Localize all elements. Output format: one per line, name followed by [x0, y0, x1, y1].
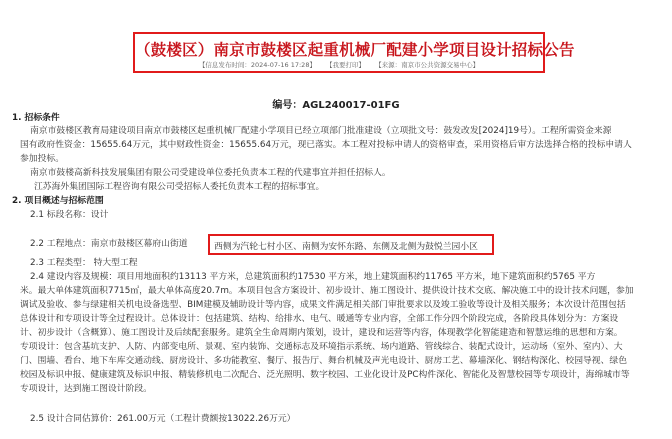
- s1-paragraph-line: 南京市鼓楼区教育局建设项目南京市鼓楼区起重机械厂配建小学项目已经立项部门批准建设（立项批文号：鼓发改发[2024]19号）。工程所需资金来源: [30, 126, 612, 136]
- s2-4-line: 计、初步设计（含概算）、施工图设计及后续配套服务。建筑全生命周期内策划，设计，建设和运营等内容，体现教学化智能建造和智慧运维的思想和方案。: [20, 328, 623, 338]
- section-1-heading: 1. 招标条件: [12, 113, 60, 123]
- print-link[interactable]: 【我要打印】: [326, 61, 366, 69]
- s2-4-line: 调试及验收、参与绿建相关机电设备选型、BIM建模及辅助设计等内容，成果文件满足相关部门审批要求以及竣工验收等设计及相关服务；本次设计范围包括: [20, 300, 626, 310]
- publish-time: 【信息发布时间：2024-07-16 17:28】: [198, 61, 316, 69]
- s2-4-line: 门、围墙、看台、地下车库交通动线、厨房设计、多功能教室、餐厅、报告厅、舞台机械及声光电设计、厨房工艺、幕墙深化、钢结构深化、校园导视、绿色: [20, 356, 627, 366]
- s1-paragraph-line: 国有政府性资金：15655.64万元，其中财政性资金：15655.64万元，现已落实。本工程对投标申请人的资格审查，采用资格后审方法选择合格的投标申请人: [20, 140, 632, 150]
- meta-bar: [135, 60, 543, 69]
- s2-1-line: 2.1 标段名称：设计: [30, 210, 109, 220]
- location-detail: 西侧为汽轮七村小区、南侧为安怀东路、东侧及北侧为鼓悦兰园小区: [214, 242, 478, 252]
- s2-4-line: 米。最大单体建筑面积7715㎡，最大单体高度20.7m。本项目包含方案设计、初步设计、施工图设计、提供设计技术交底、解决施工中的设计技术问题，参加: [20, 286, 634, 296]
- s2-4-line: 2.4 建设内容及规模：项目用地面积约13113 平方米，总建筑面积约17530 平方米，地上建筑面积约11765 平方米，地下建筑面积约5765 平方: [30, 272, 596, 282]
- s2-5-line: 2.5 设计合同估算价：261.00万元（工程计费额按13022.26万元）: [30, 414, 296, 424]
- source-text: 【来源：南京市公共资源交易中心】: [375, 61, 480, 69]
- title-highlight-box: [133, 32, 575, 73]
- page-title: （鼓楼区）南京市鼓楼区起重机械厂配建小学项目设计招标公告: [135, 41, 575, 59]
- s2-4-line: 校园及标识申报、健康建筑及标识申报、精装修机电二次配合、泛光照明、数字校园、工业化设计及PC构件深化、智能化及智慧校园等专项设计，海绵城市等: [20, 370, 630, 380]
- doc-code: 编号：AGL240017-01FG: [272, 100, 400, 111]
- section-2-heading: 2. 项目概述与招标范围: [12, 196, 104, 206]
- s1-consultant-line: 江苏海外集团国际工程咨询有限公司受招标人委托负责本工程的招标事宜。: [34, 182, 325, 192]
- location-highlight-box: [208, 234, 494, 255]
- s1-paragraph-line: 参加投标。: [20, 154, 64, 164]
- s2-2-label: 2.2 工程地点：南京市鼓楼区幕府山街道: [30, 239, 188, 249]
- s2-3-line: 2.3 工程类型： 特大型工程: [30, 258, 138, 268]
- s2-4-line: 专项设计，达到施工图设计阶段。: [20, 384, 152, 394]
- s2-4-line: 专项设计：包含基坑支护、人防、内部变电所、景观、室内装饰、交通标志及环境指示系统、场内道路、管线综合、装配式设计，运动场（室外、室内）、大: [20, 342, 623, 352]
- s1-agent-line: 南京市鼓楼高新科技发展集团有限公司受建设单位委托负责本工程的代建事宜并担任招标人。: [30, 168, 391, 178]
- s2-4-line: 总体设计和专项设计等全过程设计。总体设计：包括建筑、结构、给排水、电气、暖通等专业内容，全部工作分四个阶段完成，各阶段具体划分为：方案设: [20, 314, 619, 324]
